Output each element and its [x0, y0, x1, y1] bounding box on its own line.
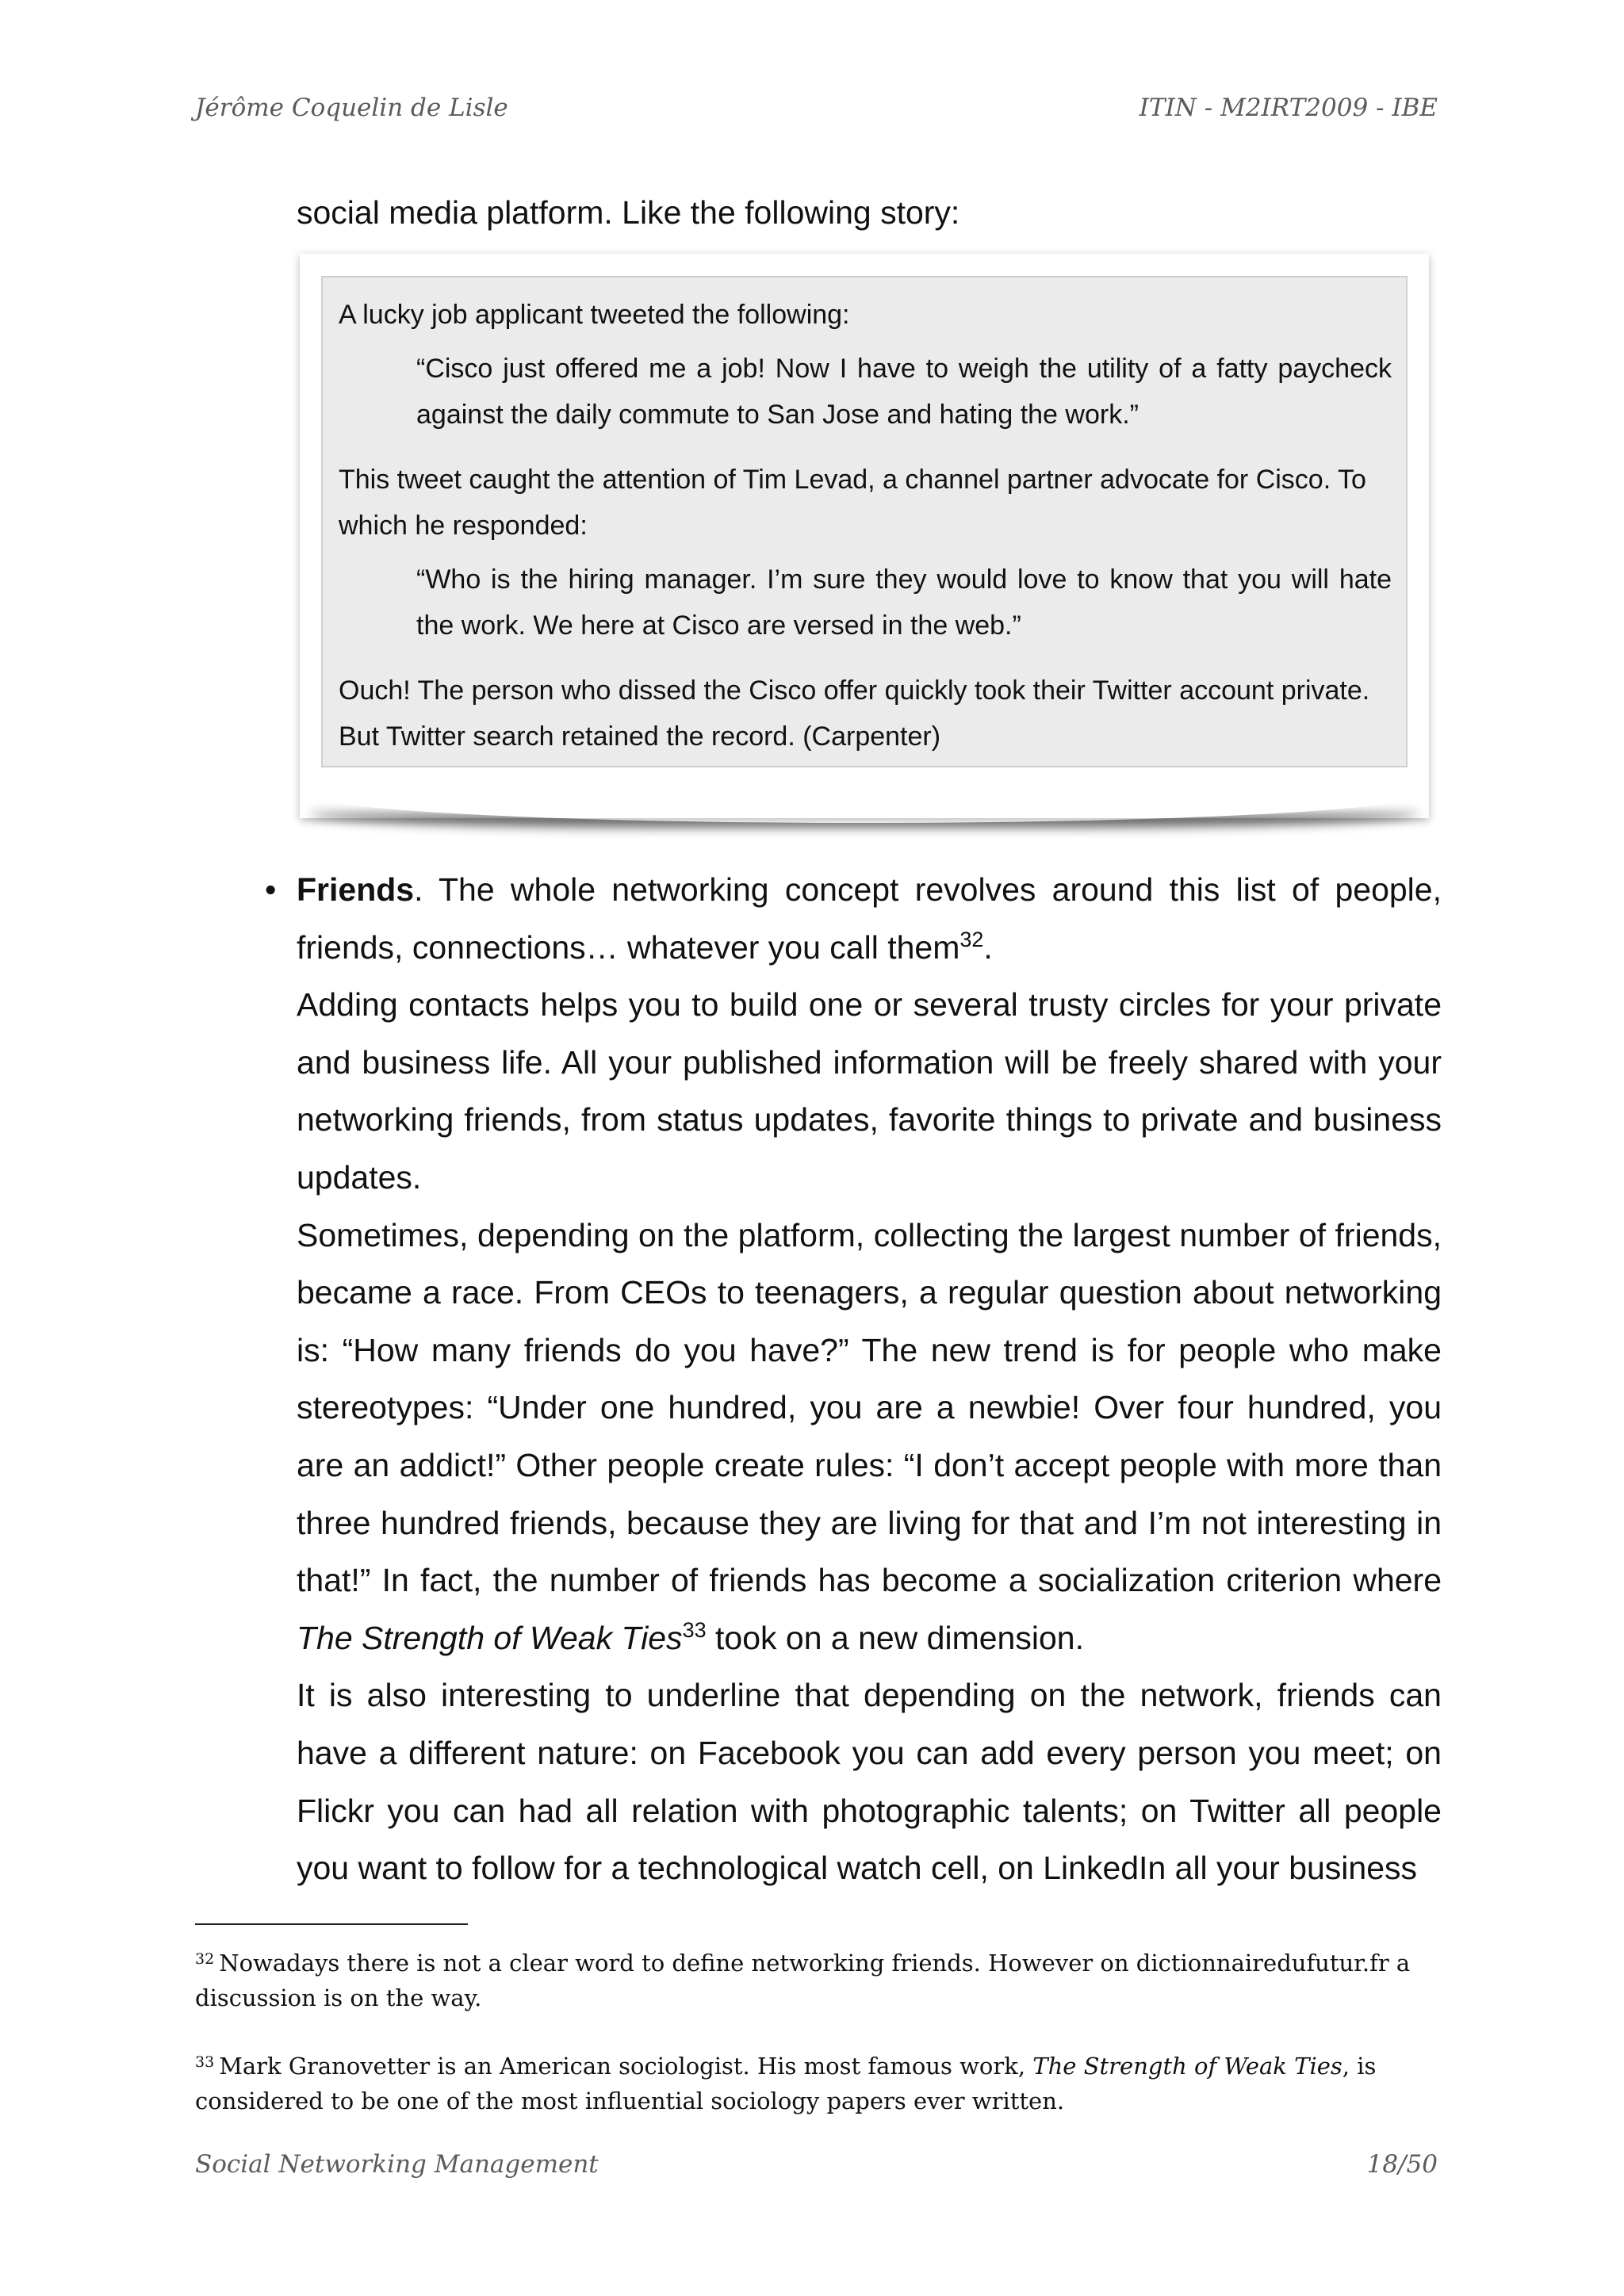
friends-paragraph-4: It is also interesting to underline that depending on the network, friends can have a different nature: on Facebook you can add every person you meet; on Flickr you can had all relation with photographic talents; on Twitter all people you want to follow for a technological watch cell, on LinkedIn all your business	[297, 1677, 1442, 1887]
footnote-33-number: 33	[195, 2053, 215, 2072]
friends-bullet-section	[265, 861, 1442, 1897]
quote-card-shadow	[301, 793, 1427, 823]
footnote-33-italic-title: The Strength of Weak Ties	[1032, 2053, 1342, 2080]
footnote-32-number: 32	[195, 1950, 215, 1969]
friends-paragraph-3-text: Sometimes, depending on the platform, collecting the largest number of friends, became a race. From CEOs to teenagers, a regular question about networking is: “How many friends do you have?” The new trend is for people who make stereotypes: “Under one hundred, you are a newbie! Over four hundred, you are an addict!” Other people create rules: “I don’t accept people with more than three hundred friends, because they are living for that and I’m not interesting in that!” In fact, the number of friends has become a socialization criterion where	[297, 1216, 1442, 1599]
friends-paragraph-2: Adding contacts helps you to build one or several trusty circles for your private and business life. All your published information will be freely shared with your networking friends, from status updates, favorite things to private and business updates.	[297, 986, 1442, 1196]
page-number: 18/50	[1366, 2150, 1438, 2179]
footnote-ref-32: 32	[959, 927, 984, 951]
friends-paragraph-3-end: took on a new dimension.	[706, 1619, 1084, 1656]
footnote-32-text: Nowadays there is not a clear word to define networking friends. However on dictionnairedufutur.fr a discussion is on the way.	[195, 1950, 1411, 2011]
running-header-course: ITIN - M2IRT2009 - IBE	[1139, 94, 1438, 122]
friends-paragraph-3	[297, 1207, 1442, 1667]
quote-paragraph-3: Ouch! The person who dissed the Cisco offer quickly took their Twitter account private. But Twitter search retained the record. (Carpenter)	[339, 675, 1370, 752]
quote-paragraph-2: This tweet caught the attention of Tim Levad, a channel partner advocate for Cisco. To which he responded:	[339, 465, 1366, 541]
friends-paragraph-1	[297, 861, 1442, 976]
running-footer-title: Social Networking Management	[195, 2150, 599, 2179]
friends-intro-text: . The whole networking concept revolves around this list of people, friends, connections… whatever you call them	[297, 871, 1442, 966]
footnote-ref-33: 33	[682, 1617, 707, 1642]
footnote-33-text: Mark Granovetter is an American sociologist. His most famous work,	[219, 2053, 1033, 2080]
footnote-33	[195, 2049, 1448, 2118]
intro-line: social media platform. Like the following story:	[297, 194, 960, 231]
footnote-rule	[195, 1923, 468, 1925]
bullet-marker: •	[265, 871, 277, 908]
quoted-tweet-2: “Who is the hiring manager. I’m sure they would love to know that you will hate the work. We here at Cisco are versed in the web.”	[416, 564, 1392, 641]
quote-box	[321, 276, 1408, 767]
weak-ties-title: The Strength of Weak Ties	[297, 1619, 683, 1656]
quote-paragraph-1: A lucky job applicant tweeted the following:	[339, 300, 850, 330]
quoted-tweet-1: “Cisco just offered me a job! Now I have to weigh the utility of a fatty paycheck against the daily commute to San Jose and hating the work.”	[416, 354, 1392, 430]
running-header-author: Jérôme Coquelin de Lisle	[195, 94, 508, 122]
friends-title: Friends	[297, 871, 415, 908]
footnote-32	[195, 1946, 1448, 2015]
friends-intro-end: .	[983, 928, 993, 966]
footnote-33-text-end: , is considered to be one of the most influential sociology papers ever written.	[195, 2053, 1377, 2114]
